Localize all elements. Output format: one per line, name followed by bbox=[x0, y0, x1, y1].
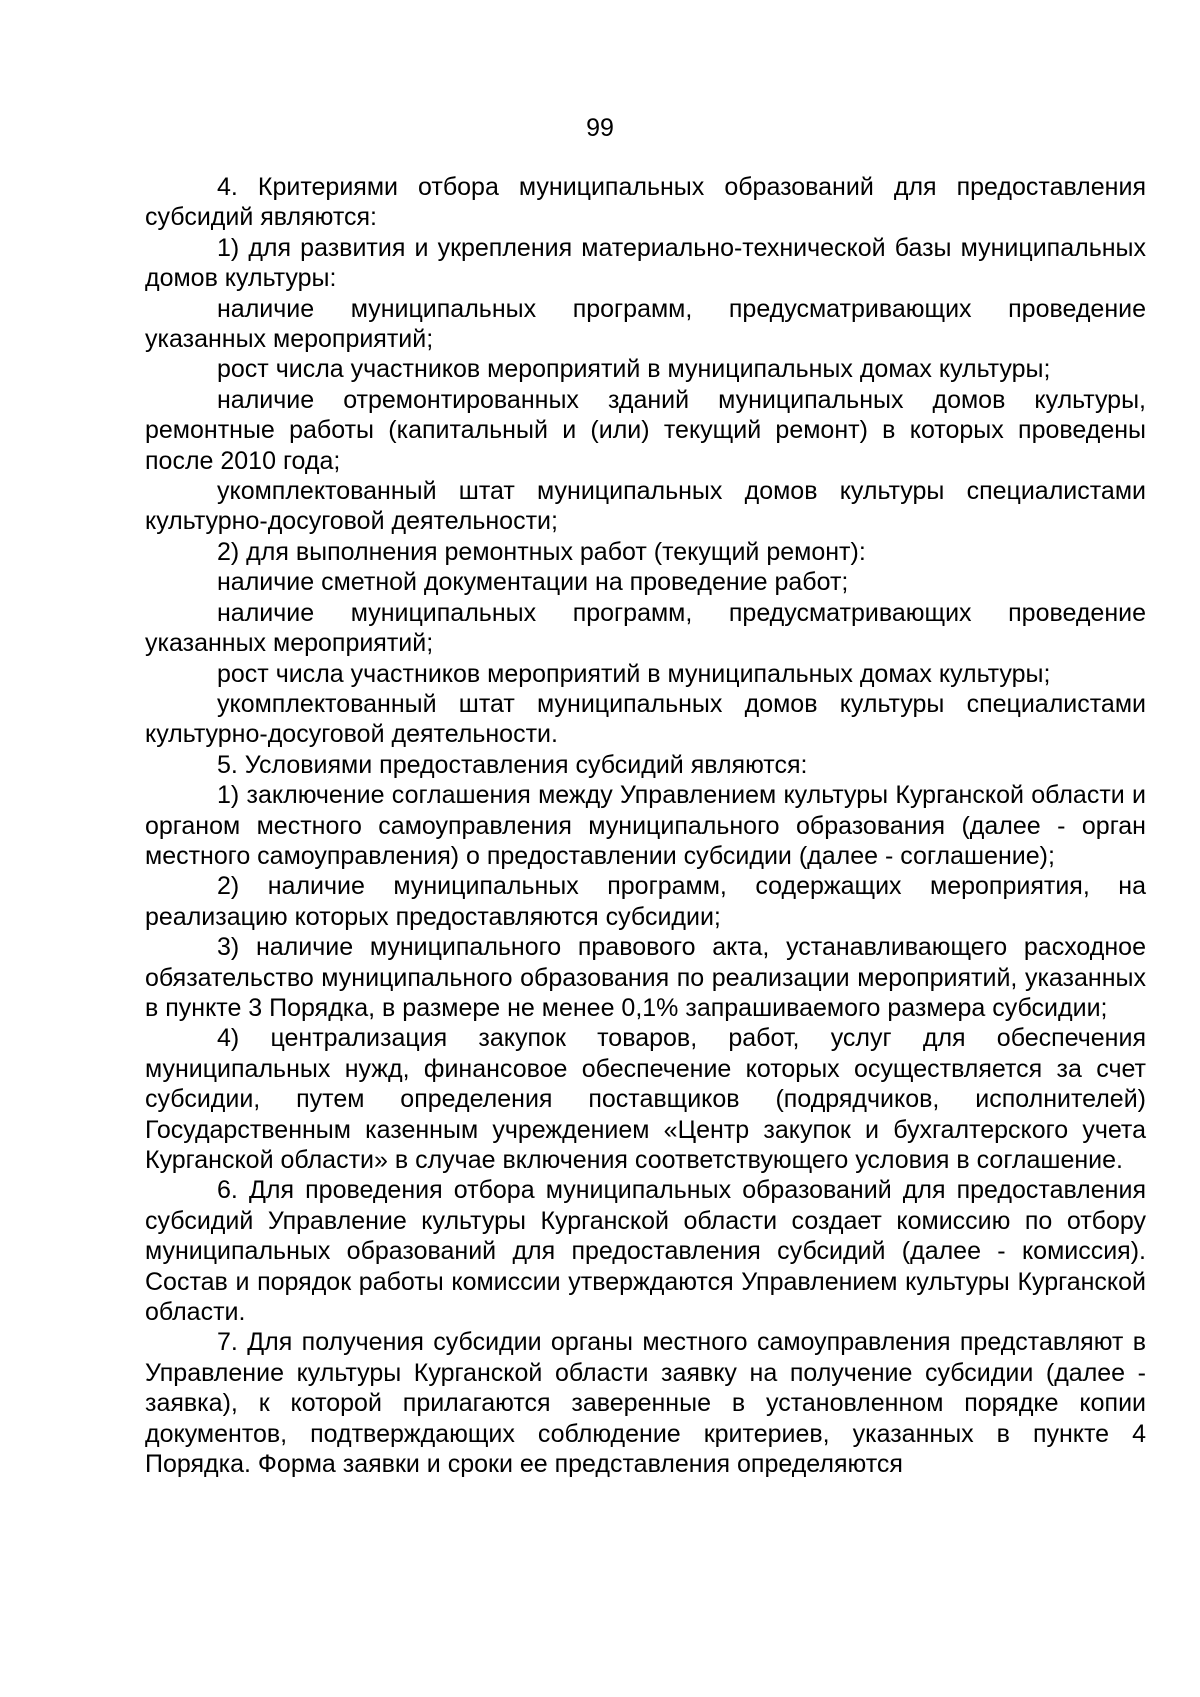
page-number: 99 bbox=[586, 114, 614, 142]
paragraph-4-criteria: 4. Критериями отбора муниципальных образований для предоставления субсидий являются: bbox=[145, 173, 1146, 232]
paragraph-4-item-1-participants: рост числа участников мероприятий в муниципальных домах культуры; bbox=[217, 355, 1051, 384]
paragraph-4-item-1-staff: укомплектованный штат муниципальных домов культуры специалистами культурно-досуговой деятельности; bbox=[145, 477, 1146, 536]
paragraph-4-item-2-programs: наличие муниципальных программ, предусматривающих проведение указанных мероприятий; bbox=[145, 598, 1146, 658]
paragraph-4-item-2-participants: рост числа участников мероприятий в муниципальных домах культуры; bbox=[217, 659, 1051, 688]
paragraph-5-item-2: 2) наличие муниципальных программ, содержащих мероприятия, на реализацию которых предоставляются субсидии; bbox=[145, 872, 1146, 931]
paragraph-5-item-1: 1) заключение соглашения между Управлением культуры Курганской области и органом местного самоуправления муниципального образования (далее - орган местного самоуправления) о предоставлении субсидии (далее - соглашение); bbox=[145, 781, 1146, 870]
paragraph-4-item-1: 1) для развития и укрепления материально-технической базы муниципальных домов культуры: bbox=[145, 233, 1146, 293]
paragraph-4-item-1-programs: наличие муниципальных программ, предусматривающих проведение указанных мероприятий; bbox=[145, 294, 1146, 354]
document-body bbox=[145, 172, 1146, 1479]
paragraph-4-item-2: 2) для выполнения ремонтных работ (текущий ремонт): bbox=[217, 537, 866, 566]
paragraph-5-item-3: 3) наличие муниципального правового акта, устанавливающего расходное обязательство муниципального образования по реализации мероприятий, указанных в пункте 3 Порядка, в размере не менее 0,1% запрашиваемого размера субсидии; bbox=[145, 933, 1146, 1022]
paragraph-6-commission: 6. Для проведения отбора муниципальных образований для предоставления субсидий Управление культуры Курганской области создает комиссию по отбору муниципальных образований для предоставления субсидий (далее - комиссия). Состав и порядок работы комиссии утверждаются Управлением культуры Курганской области. bbox=[145, 1176, 1146, 1327]
paragraph-4-item-1-buildings: наличие отремонтированных зданий муниципальных домов культуры, ремонтные работы (капитальный и (или) текущий ремонт) в которых проведены после 2010 года; bbox=[145, 385, 1146, 475]
paragraph-7-application: 7. Для получения субсидии органы местного самоуправления представляют в Управление культуры Курганской области заявку на получение субсидии (далее - заявка), к которой прилагаются заверенные в установленном порядке копии документов, подтверждающих соблюдение критериев, указанных в пункте 4 Порядка. Форма заявки и сроки ее представления определяются bbox=[145, 1328, 1146, 1479]
paragraph-5-item-4: 4) централизация закупок товаров, работ, услуг для обеспечения муниципальных нужд, финансовое обеспечение которых осуществляется за счет субсидии, путем определения поставщиков (подрядчиков, исполнителей) Государственным казенным учреждением «Центр закупок и бухгалтерского учета Курганской области» в случае включения соответствующего условия в соглашение. bbox=[145, 1024, 1146, 1174]
paragraph-4-item-2-staff: укомплектованный штат муниципальных домов культуры специалистами культурно-досуговой деятельности. bbox=[145, 689, 1146, 749]
paragraph-4-item-2-estimates: наличие сметной документации на проведение работ; bbox=[217, 568, 849, 597]
paragraph-5-conditions: 5. Условиями предоставления субсидий являются: bbox=[217, 750, 808, 779]
